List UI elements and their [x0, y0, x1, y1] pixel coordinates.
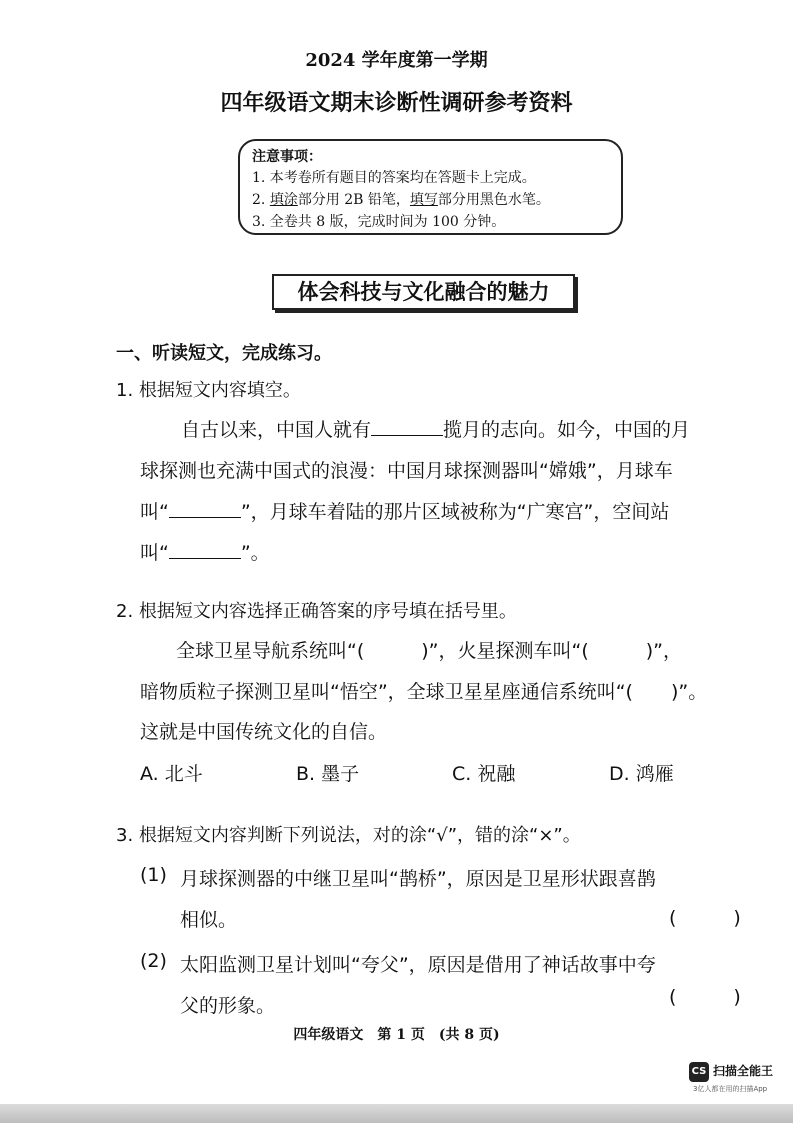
q3-item-1-line-2: 相似。	[180, 909, 238, 931]
q2-line-2: 暗物质粒子探测卫星叫“悟空”，全球卫星星座通信系统叫“( )”。	[140, 681, 708, 703]
q1-line-1-b: 揽月的志向。如今，中国的月	[443, 419, 691, 441]
q3-item-1-answer[interactable]: ( )	[669, 907, 741, 929]
q3-item-2-line-2: 父的形象。	[180, 995, 276, 1017]
q1-blank-1[interactable]	[371, 417, 443, 436]
notice-item-2-pen: 部分用黑色水笔。	[437, 192, 550, 208]
q1-blank-2[interactable]	[169, 499, 241, 518]
q1-line-3-a: 叫“	[140, 501, 169, 523]
q1-line-4-b: ”。	[240, 542, 270, 564]
q1-blank-3[interactable]	[169, 540, 241, 559]
q3-item-2-line-1: 太阳监测卫星计划叫“夸父”，原因是借用了神话故事中夸	[180, 954, 656, 976]
q2-line-3: 这就是中国传统文化的自信。	[140, 721, 388, 743]
bottom-edge-bar	[0, 1104, 793, 1123]
q3-item-1-number: (1)	[140, 864, 167, 886]
notice-item-3: 3. 全卷共 8 版，完成时间为 100 分钟。	[252, 214, 506, 230]
q1-line-4	[140, 538, 270, 565]
section-1-heading: 一、听读短文，完成练习。	[116, 343, 332, 364]
notice-title: 注意事项：	[252, 149, 322, 165]
q1-line-3	[140, 497, 669, 524]
q1-prompt: 1. 根据短文内容填空。	[116, 380, 301, 401]
q2-option-a: A. 北斗	[140, 763, 203, 785]
watermark-name: 扫描全能王	[713, 1064, 774, 1078]
scanner-watermark	[689, 1060, 793, 1100]
q3-item-2-answer[interactable]: ( )	[669, 986, 741, 1008]
page-footer: 四年级语文 第 1 页 (共 8 页)	[293, 1027, 500, 1043]
q1-line-3-b: ”，月球车着陆的那片区域被称为“广寒宫”，空间站	[240, 501, 670, 523]
watermark-subtitle: 3亿人都在用的扫描App	[693, 1085, 768, 1093]
notice-box	[238, 139, 623, 235]
q2-option-b: B. 墨子	[296, 763, 360, 785]
q1-line-1-a: 自古以来，中国人就有	[181, 419, 372, 441]
q3-item-1-line-1: 月球探测器的中继卫星叫“鹊桥”，原因是卫星形状跟喜鹊	[180, 868, 656, 890]
q2-prompt: 2. 根据短文内容选择正确答案的序号填在括号里。	[116, 601, 517, 622]
notice-item-2-number: 2.	[252, 192, 270, 208]
q1-line-1	[181, 415, 690, 442]
q1-line-4-a: 叫“	[140, 542, 169, 564]
page-title: 四年级语文期末诊断性调研参考资料	[220, 91, 573, 116]
q2-option-d: D. 鸿雁	[609, 763, 674, 785]
semester-label: 2024 学年度第一学期	[305, 50, 488, 71]
notice-item-2	[252, 189, 621, 211]
theme-banner: 体会科技与文化融合的魅力	[272, 274, 575, 310]
q3-prompt: 3. 根据短文内容判断下列说法，对的涂“√”，错的涂“×”。	[116, 825, 581, 846]
notice-item-2-pencil: 部分用 2B 铅笔，	[297, 192, 410, 208]
notice-item-2-fill: 填涂	[269, 192, 298, 208]
q3-item-2-number: (2)	[140, 950, 167, 972]
camscanner-logo-icon: CS	[689, 1062, 709, 1082]
notice-item-2-write: 填写	[409, 192, 438, 208]
q2-line-1: 全球卫星导航系统叫“( )”，火星探测车叫“( )”，	[176, 640, 683, 662]
q2-option-c: C. 祝融	[452, 763, 516, 785]
notice-item-1: 1. 本考卷所有题目的答案均在答题卡上完成。	[252, 170, 536, 186]
q1-line-2: 球探测也充满中国式的浪漫：中国月球探测器叫“嫦娥”，月球车	[140, 460, 673, 482]
